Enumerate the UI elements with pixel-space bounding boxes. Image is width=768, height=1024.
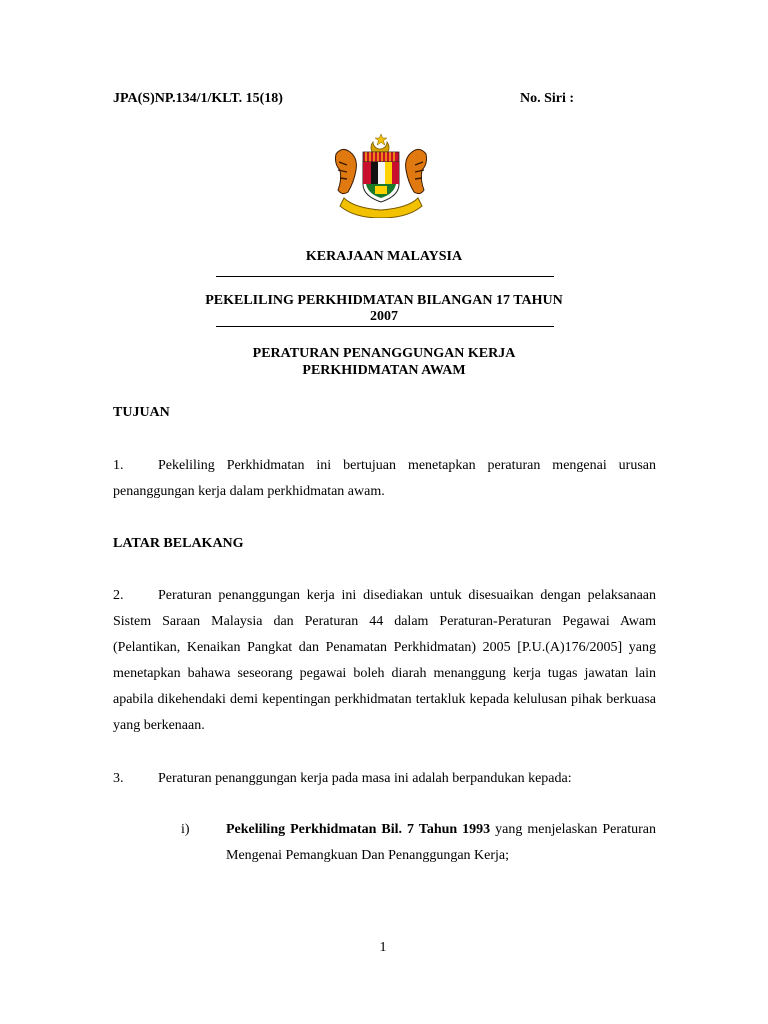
divider-line	[216, 276, 554, 277]
paragraph-number: 1.	[113, 458, 124, 473]
page-number: 1	[379, 940, 387, 955]
paragraph-1	[113, 453, 656, 505]
section-heading-background: LATAR BELAKANG	[113, 536, 244, 551]
paragraph-2	[113, 583, 656, 739]
paragraph-text: Peraturan penanggungan kerja ini disediakan untuk disesuaikan dengan pelaksanaan Sistem Saraan Malaysia dan Peraturan 44 dalam Peraturan-Peraturan Pegawai Awam (Pelantikan, Kenaikan Pangkat dan Penamatan Perkhidmatan) 2005 [P.U.(A)176/2005] yang menetapkan bahawa seseorang pegawai boleh diarah menanggung kerja tugas jawatan lain apabila dikehendaki demi kepentingan perkhidmatan tertakluk kepada kelulusan pihak berkuasa yang berkenaan.	[113, 588, 656, 733]
svg-text:· · · · ·: · · · · ·	[375, 208, 387, 213]
paragraph-number: 2.	[113, 588, 124, 603]
section-heading-purpose: TUJUAN	[113, 405, 170, 420]
circular-title: PEKELILING PERKHIDMATAN BILANGAN 17 TAHUN 2007	[205, 293, 563, 324]
list-item-text	[226, 817, 656, 869]
subject-title-line1: PERATURAN PENANGGUNGAN KERJA	[252, 346, 516, 361]
malaysia-coat-of-arms-icon	[326, 132, 436, 218]
serial-number-label: No. Siri :	[520, 91, 575, 106]
divider-line	[216, 326, 554, 327]
government-title: KERAJAAN MALAYSIA	[305, 249, 463, 264]
paragraph-3	[113, 766, 656, 792]
subject-title-line2: PERKHIDMATAN AWAM	[302, 363, 466, 378]
paragraph-text: Peraturan penanggungan kerja pada masa ini adalah berpandukan kepada:	[158, 771, 572, 786]
list-item-description: yang menjelaskan Peraturan Mengenai Pemangkuan Dan Penanggungan Kerja;	[226, 822, 656, 863]
paragraph-number: 3.	[113, 771, 124, 786]
list-item-bold-reference: Pekeliling Perkhidmatan Bil. 7 Tahun 1993	[226, 822, 491, 837]
reference-number: JPA(S)NP.134/1/KLT. 15(18)	[113, 91, 283, 106]
list-item-marker: i)	[181, 822, 190, 837]
paragraph-text: Pekeliling Perkhidmatan ini bertujuan menetapkan peraturan mengenai urusan penanggungan kerja dalam perkhidmatan awam.	[113, 458, 656, 499]
